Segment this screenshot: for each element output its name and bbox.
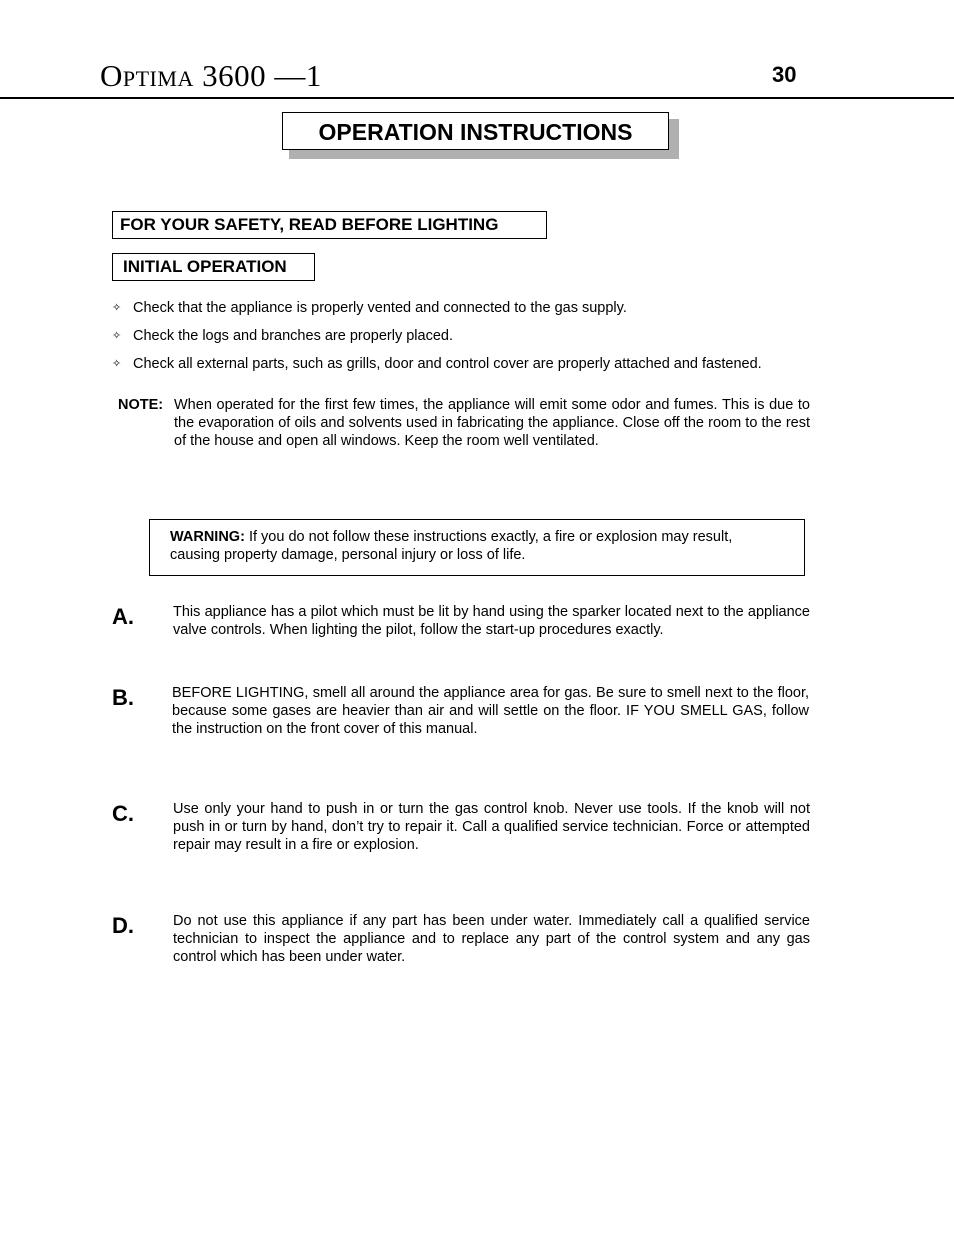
section-title: OPERATION INSTRUCTIONS <box>282 112 669 150</box>
step-letter: D. <box>112 913 134 938</box>
step-letter: B. <box>112 685 134 710</box>
diamond-bullet-icon: ✧ <box>112 330 122 342</box>
diamond-bullet-icon: ✧ <box>112 358 122 370</box>
diamond-bullet-icon: ✧ <box>112 302 122 314</box>
step-letter: C. <box>112 801 134 826</box>
warning-label: WARNING: <box>170 529 245 545</box>
note-text: When operated for the first few times, the appliance will emit some odor and fumes. This is due to the evaporation of oils and solvents used in fabricating the appliance. Close off the room to the rest of the house and open all windows. Keep the room well ventilated. <box>174 397 810 449</box>
step-text: BEFORE LIGHTING, smell all around the appliance area for gas. Be sure to smell next to the floor, because some gases are heavier than air and will settle on the floor. IF YOU SMELL GAS, follow the instruction on the front cover of this manual. <box>172 685 809 737</box>
list-item-text: Check all external parts, such as grills, door and control cover are properly attached and fastened. <box>133 356 762 372</box>
initial-operation-checklist <box>112 297 832 381</box>
list-item <box>112 297 832 325</box>
document-title: Optima 3600 —1 <box>100 58 322 93</box>
warning-box <box>149 519 805 576</box>
header-divider <box>0 97 954 99</box>
safety-heading: FOR YOUR SAFETY, READ BEFORE LIGHTING <box>112 211 547 239</box>
page-number: 30 <box>772 62 797 87</box>
step-text: This appliance has a pilot which must be lit by hand using the sparker located next to the appliance valve controls. When lighting the pilot, follow the start-up procedures exactly. <box>173 604 810 638</box>
step-letter: A. <box>112 604 134 629</box>
list-item <box>112 353 832 381</box>
list-item-text: Check that the appliance is properly vented and connected to the gas supply. <box>133 300 627 316</box>
note-block <box>118 396 810 450</box>
warning-text: If you do not follow these instructions exactly, a fire or explosion may result, causing property damage, personal injury or loss of life. <box>170 529 733 563</box>
step-text: Use only your hand to push in or turn the gas control knob. Never use tools. If the knob will not push in or turn by hand, don’t try to repair it. Call a qualified service technician. Force or attempted repair may result in a fire or explosion. <box>173 801 810 853</box>
note-label: NOTE: <box>118 397 164 413</box>
step-text: Do not use this appliance if any part has been under water. Immediately call a qualified service technician to inspect the appliance and to replace any part of the control system and any gas control which has been under water. <box>173 913 810 965</box>
list-item <box>112 325 832 353</box>
list-item-text: Check the logs and branches are properly placed. <box>133 328 453 344</box>
initial-operation-heading: INITIAL OPERATION <box>112 253 315 281</box>
